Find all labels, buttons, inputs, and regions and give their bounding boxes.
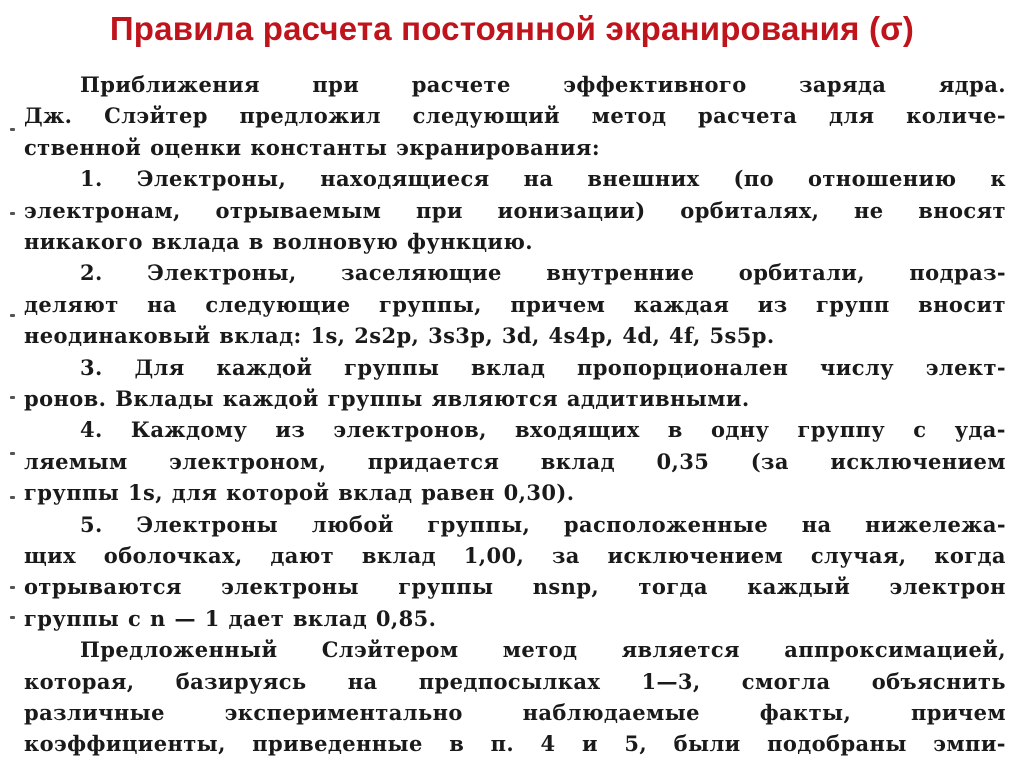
- word: константы: [250, 134, 388, 160]
- word: 1—3,: [641, 668, 701, 694]
- word: 5.: [80, 511, 103, 537]
- text-line: [24, 103, 1006, 131]
- word: (по: [733, 166, 774, 192]
- slide-title: Правила расчета постоянной экранирования (σ): [109, 10, 915, 47]
- word: факты,: [759, 700, 852, 725]
- word: группы,: [427, 511, 531, 537]
- word: 4: [540, 731, 556, 757]
- scan-mark: [10, 586, 15, 589]
- word: деляют: [24, 291, 119, 317]
- word: были: [673, 731, 741, 757]
- word: подраз-: [909, 260, 1006, 286]
- word: 4.: [80, 417, 103, 443]
- word: базируясь: [175, 668, 307, 694]
- word: следующий: [412, 103, 561, 129]
- scan-mark: [10, 314, 15, 317]
- word: Слэйтер: [104, 103, 208, 129]
- word: Электроны: [136, 511, 279, 537]
- word: причем: [910, 700, 1006, 725]
- word: никакого: [24, 229, 143, 254]
- word: придается: [367, 448, 500, 474]
- text-line: [24, 417, 1006, 445]
- word: не: [854, 197, 884, 223]
- word: следующие: [205, 291, 351, 317]
- word: расположенные: [563, 511, 769, 537]
- word: заряда: [799, 72, 887, 97]
- word: нижележа-: [865, 511, 1006, 537]
- word: расчета: [698, 103, 798, 129]
- text-line: [24, 198, 1006, 226]
- word: вносит: [918, 291, 1006, 317]
- word: ионизации): [497, 197, 646, 223]
- word: 4s4p,: [548, 323, 614, 349]
- word: расчете: [411, 72, 511, 97]
- text-line: [24, 731, 1006, 759]
- word: (за: [750, 448, 789, 474]
- word: с: [913, 417, 927, 443]
- word: экспериментально: [224, 700, 463, 725]
- word: смогла: [741, 668, 831, 694]
- text-line: [24, 669, 1006, 697]
- word: подобраны: [767, 731, 907, 757]
- word: на: [147, 291, 177, 317]
- word: 4f,: [669, 323, 701, 349]
- word: которая,: [24, 668, 135, 694]
- word: являются: [431, 386, 559, 411]
- text-line: [24, 543, 1006, 571]
- text-line: [24, 229, 1006, 257]
- word: вклад:: [219, 323, 302, 349]
- word: уда-: [954, 417, 1006, 443]
- word: электронов,: [333, 417, 487, 443]
- text-line: [24, 449, 1006, 477]
- word: электроны: [221, 574, 359, 600]
- word: 0,35: [656, 448, 710, 474]
- word: группы,: [378, 291, 482, 317]
- word: nsnp,: [532, 574, 600, 600]
- word: каждой: [222, 386, 319, 411]
- word: щих: [24, 543, 77, 568]
- word: для: [828, 103, 875, 129]
- word: различные: [24, 700, 165, 725]
- word: отрываются: [24, 574, 182, 600]
- scan-mark: [10, 212, 15, 215]
- text-line: [24, 323, 1006, 351]
- word: 5s5p.: [709, 323, 775, 349]
- word: ственной: [24, 134, 142, 160]
- word: наблюдаемые: [522, 700, 700, 725]
- word: количе-: [906, 103, 1006, 129]
- word: любой: [311, 511, 394, 537]
- text-line: [24, 135, 1006, 163]
- word: предпосылках: [418, 668, 601, 694]
- word: в: [667, 417, 683, 443]
- word: каждой: [216, 354, 313, 380]
- word: 1s,: [128, 480, 163, 506]
- word: в: [248, 229, 264, 254]
- word: группы: [398, 574, 494, 600]
- word: ронов.: [24, 386, 107, 411]
- word: вносят: [918, 197, 1006, 223]
- word: 4d,: [622, 323, 661, 349]
- word: 1.: [80, 166, 103, 192]
- scan-mark: [10, 452, 15, 455]
- word: каждая: [633, 291, 730, 317]
- word: за: [551, 543, 580, 568]
- text-line: [24, 72, 1006, 100]
- word: находящиеся: [320, 166, 490, 192]
- scanned-text-block: [24, 72, 1006, 762]
- word: и: [582, 731, 598, 757]
- word: одну: [710, 417, 770, 443]
- text-line: [24, 355, 1006, 383]
- word: групп: [815, 291, 890, 317]
- word: эффективного: [563, 72, 747, 97]
- word: дает: [228, 605, 285, 631]
- word: 3s3p,: [428, 323, 494, 349]
- word: ядра.: [938, 72, 1006, 97]
- word: 2.: [80, 260, 103, 286]
- word: электронам,: [24, 197, 181, 223]
- word: экранирования:: [396, 134, 600, 160]
- word: 3.: [80, 354, 103, 380]
- word: заселяющие: [341, 260, 502, 286]
- word: 0,30).: [503, 480, 575, 506]
- word: элект-: [925, 354, 1006, 380]
- word: коэффициенты,: [24, 731, 226, 757]
- text-line: [24, 637, 1006, 665]
- word: равен: [421, 480, 495, 506]
- word: Приближения: [80, 72, 260, 97]
- word: при: [312, 72, 360, 97]
- text-line: [24, 512, 1006, 540]
- word: приведенные: [252, 731, 423, 757]
- word: оболочках,: [103, 543, 243, 568]
- word: отрываемым: [215, 197, 382, 223]
- word: из: [275, 417, 306, 443]
- word: 1,00,: [463, 543, 525, 568]
- text-line: [24, 574, 1006, 602]
- word: метод: [502, 637, 578, 663]
- word: орбиталях,: [680, 197, 820, 223]
- word: причем: [510, 291, 606, 317]
- word: вклад: [471, 354, 546, 380]
- text-line: [24, 606, 1006, 634]
- word: —: [174, 605, 196, 631]
- text-line: [24, 480, 1006, 508]
- text-line: [24, 260, 1006, 288]
- text-line: [24, 700, 1006, 728]
- word: с: [128, 605, 142, 631]
- word: на: [523, 166, 554, 192]
- word: Для: [134, 354, 185, 380]
- word: функцию.: [406, 229, 534, 254]
- word: в: [449, 731, 465, 757]
- scan-mark: [10, 128, 15, 131]
- word: входящих: [515, 417, 640, 443]
- scan-mark: [10, 396, 15, 399]
- word: группы: [327, 386, 423, 411]
- word: когда: [934, 543, 1006, 568]
- word: пропорционален: [576, 354, 789, 380]
- word: из: [757, 291, 788, 317]
- word: Электроны,: [147, 260, 297, 286]
- word: Слэйтером: [321, 637, 459, 663]
- word: аппроксимацией,: [784, 637, 1006, 663]
- word: аддитивными.: [566, 386, 750, 411]
- word: вклад: [361, 543, 437, 568]
- word: Каждому: [130, 417, 248, 443]
- word: исключением: [607, 543, 784, 568]
- word: неодинаковый: [24, 323, 211, 349]
- word: электроном,: [169, 448, 327, 474]
- scan-mark: [10, 496, 15, 499]
- word: вклад: [540, 448, 615, 474]
- word: вклад: [338, 480, 413, 506]
- text-line: [24, 292, 1006, 320]
- word: исключением: [830, 448, 1006, 474]
- word: 2s2p,: [354, 323, 420, 349]
- word: предложил: [239, 103, 381, 129]
- word: Предложенный: [80, 637, 278, 663]
- word: Электроны,: [136, 166, 287, 192]
- text-line: [24, 166, 1006, 194]
- word: оценки: [150, 134, 242, 160]
- word: n: [150, 605, 166, 631]
- word: дают: [270, 543, 335, 568]
- word: Дж.: [24, 103, 73, 129]
- word: внешних: [587, 166, 700, 192]
- word: 1: [204, 605, 220, 631]
- text-line: [24, 386, 1006, 414]
- word: является: [621, 637, 740, 663]
- word: орбитали,: [738, 260, 865, 286]
- word: объяснить: [871, 668, 1006, 694]
- word: группы: [24, 480, 120, 506]
- word: группу: [797, 417, 886, 443]
- word: 5,: [624, 731, 648, 757]
- word: группы: [344, 354, 440, 380]
- word: числу: [820, 354, 895, 380]
- word: электрон: [889, 574, 1006, 600]
- word: 0,85.: [375, 605, 437, 631]
- word: при: [415, 197, 463, 223]
- word: ляемым: [24, 448, 128, 474]
- word: вклада: [151, 229, 240, 254]
- word: 1s,: [310, 323, 346, 349]
- word: каждый: [747, 574, 851, 600]
- word: тогда: [638, 574, 708, 600]
- word: эмпи-: [933, 731, 1006, 757]
- scan-mark: [10, 616, 15, 619]
- word: 3d,: [501, 323, 540, 349]
- word: для: [171, 480, 218, 506]
- word: внутренние: [546, 260, 695, 286]
- word: случая,: [810, 543, 907, 568]
- word: Вклады: [115, 386, 214, 411]
- word: п.: [490, 731, 515, 757]
- word: волновую: [272, 229, 399, 254]
- word: метод: [591, 103, 667, 129]
- word: на: [801, 511, 832, 537]
- word: вклад: [292, 605, 368, 631]
- word: к: [990, 166, 1006, 192]
- word: которой: [226, 480, 330, 506]
- word: отношению: [807, 166, 957, 192]
- word: группы: [24, 605, 120, 631]
- word: на: [347, 668, 378, 694]
